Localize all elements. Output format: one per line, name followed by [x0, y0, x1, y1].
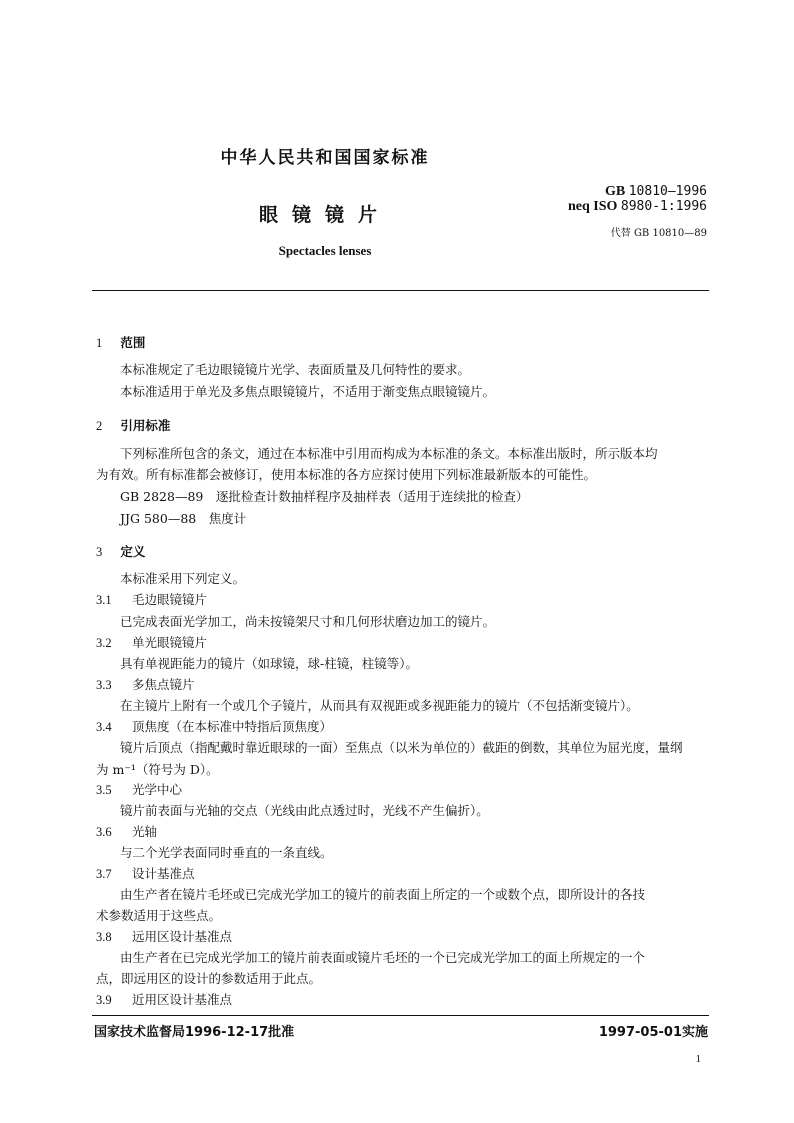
definition-term — [96, 866, 195, 882]
term-label: 近用区设计基准点 — [132, 992, 233, 1007]
section-3-heading — [96, 542, 145, 560]
document-title: 眼镜镜片 — [258, 204, 391, 226]
section-3-intro: 本标准采用下列定义。 — [120, 571, 246, 586]
definition-term — [96, 677, 195, 693]
definition-text: 由生产者在已完成光学加工的镜片前表面或镜片毛坯的一个已完成光学加工的面上所规定的一个 — [120, 950, 646, 965]
section-number: 3 — [96, 545, 103, 559]
definition-text: 与二个光学表面同时垂直的一条直线。 — [120, 845, 333, 860]
replaces-note: 代替 GB 10810—89 — [610, 228, 707, 239]
definition-number: 3.1 — [96, 593, 112, 607]
term-label: 光学中心 — [132, 782, 183, 797]
definition-term — [96, 992, 232, 1008]
standard-prefix: GB — [604, 184, 626, 199]
iso-number: 8980-1:1996 — [620, 199, 707, 214]
definition-text: 具有单视距能力的镜片（如球镜，球-柱镜，柱镜等）。 — [120, 656, 418, 671]
section-2-heading — [96, 416, 170, 434]
definition-number: 3.3 — [96, 678, 112, 692]
term-label: 远用区设计基准点 — [132, 929, 233, 944]
section-title: 定义 — [120, 544, 146, 559]
definition-text-continued: 术参数适用于这些点。 — [96, 908, 222, 923]
definition-number: 3.4 — [96, 720, 112, 734]
document-subtitle: Spectacles lenses — [278, 243, 372, 258]
section-2-paragraph-line-1: 下列标准所包含的条文，通过在本标准中引用而构成为本标准的条文。本标准出版时，所示版本均 — [120, 446, 658, 461]
standard-code — [568, 184, 707, 199]
section-1-paragraph-2: 本标准适用于单光及多焦点眼镜镜片，不适用于渐变焦点眼镜镜片。 — [120, 384, 496, 399]
national-standard-heading: 中华人民共和国国家标准 — [220, 148, 430, 168]
term-label: 设计基准点 — [132, 866, 195, 881]
definition-term — [96, 824, 157, 840]
section-title: 范围 — [120, 335, 146, 350]
definition-number: 3.6 — [96, 825, 112, 839]
standard-number-block — [568, 184, 707, 239]
term-label: 单光眼镜镜片 — [132, 635, 208, 650]
section-1-heading — [96, 333, 145, 351]
definition-text: 在主镜片上附有一个或几个子镜片，从而具有双视距或多视距能力的镜片（不包括渐变镜片）。 — [120, 698, 639, 713]
section-number: 1 — [96, 336, 103, 350]
bottom-divider — [92, 1015, 709, 1016]
implementation-date: 1997-05-01实施 — [598, 1025, 708, 1040]
definition-number: 3.9 — [96, 993, 112, 1007]
definition-term — [96, 635, 207, 651]
definition-text-continued: 为 m⁻¹（符号为 D）。 — [96, 762, 219, 777]
page-number: 1 — [695, 1053, 701, 1065]
definition-text: 镜片后顶点（指配戴时靠近眼球的一面）至焦点（以米为单位的）截距的倒数，其单位为屈光度，量纲 — [120, 740, 683, 755]
definition-term — [96, 929, 232, 945]
standard-number: 10810—1996 — [628, 184, 707, 199]
reference-jjg580: JJG 580—88 焦度计 — [120, 511, 247, 526]
section-1-paragraph-1: 本标准规定了毛边眼镜镜片光学、表面质量及几何特性的要求。 — [120, 362, 471, 377]
definition-term — [96, 592, 207, 608]
reference-gb2828: GB 2828—89 逐批检查计数抽样程序及抽样表（适用于连续批的检查） — [120, 489, 529, 504]
definition-number: 3.2 — [96, 636, 112, 650]
definition-number: 3.5 — [96, 783, 112, 797]
definition-number: 3.7 — [96, 867, 112, 881]
definition-text: 镜片前表面与光轴的交点（光线由此点透过时，光线不产生偏折）。 — [120, 803, 489, 818]
definition-number: 3.8 — [96, 930, 112, 944]
definition-term — [96, 782, 182, 798]
term-label: 毛边眼镜镜片 — [132, 592, 208, 607]
term-label: 顶焦度（在本标准中特指后顶焦度） — [132, 719, 333, 734]
iso-prefix: neq ISO — [567, 199, 618, 214]
approval-date: 国家技术监督局1996-12-17批准 — [94, 1025, 295, 1040]
iso-reference — [568, 199, 707, 214]
top-divider — [92, 290, 709, 291]
term-label: 光轴 — [132, 824, 158, 839]
section-2-paragraph-line-2: 为有效。所有标准都会被修订，使用本标准的各方应探讨使用下列标准最新版本的可能性。 — [96, 467, 597, 482]
definition-text: 由生产者在镜片毛坯或已完成光学加工的镜片的前表面上所定的一个或数个点，即所设计的各技 — [120, 887, 646, 902]
definition-term — [96, 719, 332, 735]
definition-text-continued: 点，即远用区的设计的参数适用于此点。 — [96, 971, 322, 986]
definition-text: 已完成表面光学加工，尚未按镜架尺寸和几何形状磨边加工的镜片。 — [120, 614, 496, 629]
term-label: 多焦点镜片 — [132, 677, 195, 692]
section-number: 2 — [96, 419, 103, 433]
section-title: 引用标准 — [120, 418, 171, 433]
